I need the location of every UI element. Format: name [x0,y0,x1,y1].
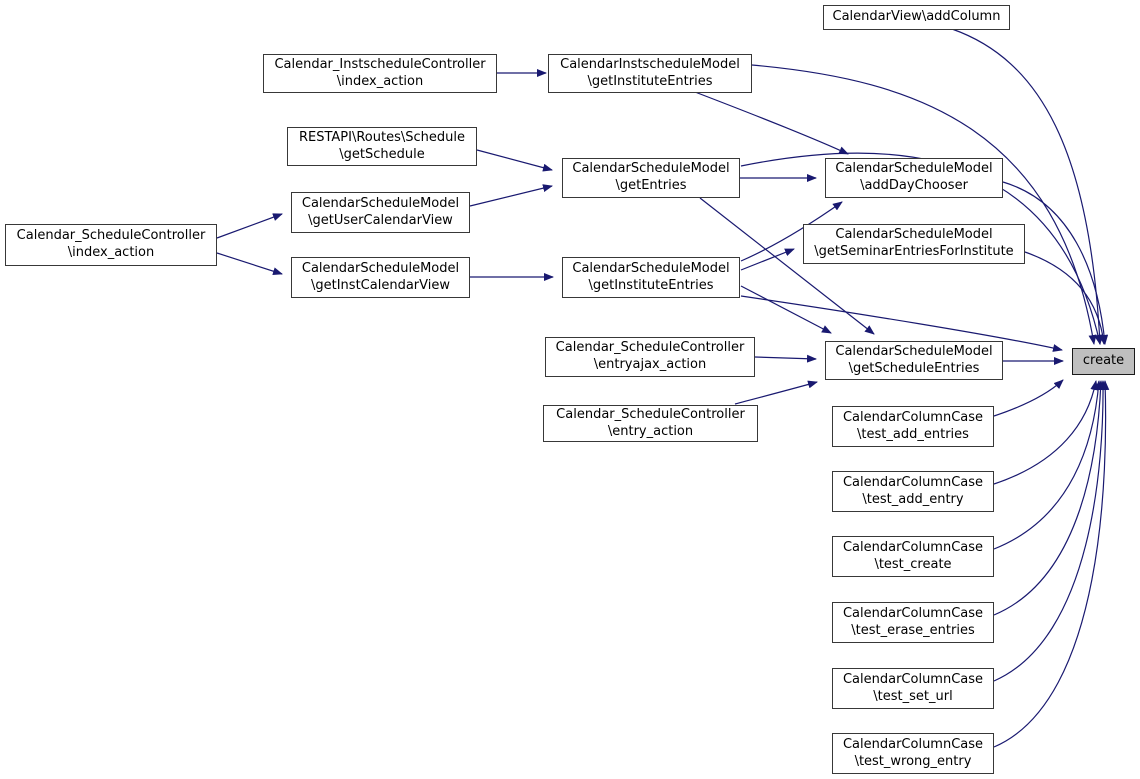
node-label: \test_create [874,556,952,572]
node-label: \getSeminarEntriesForInstitute [814,244,1014,259]
node-label: create [1082,353,1125,369]
node-calendarschedulemodel-getseminarentriesforinstitute[interactable] [803,224,1025,264]
node-label: \index_action [336,73,424,89]
node-calendarcolumncase-test-create[interactable] [832,536,994,577]
node-label: \getEntries [615,178,687,193]
node-label: CalendarScheduleModel [572,260,730,276]
node-label: CalendarScheduleModel [572,161,730,177]
node-label: \test_set_url [873,688,953,704]
node-label: Calendar_ScheduleController [16,228,206,244]
edge-entryajax-to-getschedentries [755,357,816,359]
node-calendarcolumncase-test-add-entry[interactable] [832,471,994,512]
edge-getinstentries-to-getschedentries [741,286,831,333]
node-calendarinstschedulemodel-getinstituteentries[interactable] [548,54,752,93]
node-label: CalendarColumnCase [842,736,984,752]
node-label: \getScheduleEntries [848,360,980,376]
node-calendar-schedulecontroller-entry-action[interactable] [543,405,758,442]
node-label: \getInstituteEntries [588,277,714,293]
node-calendar-schedulecontroller-index-action[interactable] [5,224,217,266]
node-label: \getUserCalendarView [308,212,453,228]
node-calendar-schedulecontroller-entryajax-action[interactable] [545,337,755,377]
edge-testcreate-to-create [994,381,1099,549]
edge-testwrongentry-to-create [994,381,1106,747]
node-label: \index_action [67,245,155,260]
node-restapi-routes-schedule-getschedule[interactable] [287,127,477,166]
edge-testaddentry-to-create [994,381,1096,484]
node-label: CalendarScheduleModel [301,260,460,276]
node-label: \test_add_entries [857,426,969,442]
node-label: Calendar_ScheduleController [556,406,745,422]
node-label: \entry_action [607,423,694,439]
node-label: CalendarScheduleModel [301,195,460,211]
node-label: CalendarView\addColumn [832,9,1001,25]
node-label: CalendarScheduleModel [835,343,993,359]
edge-testeraseentries-to-create [994,381,1101,615]
node-label: CalendarColumnCase [842,474,984,490]
node-label: \getInstituteEntries [587,73,713,89]
node-label: CalendarScheduleModel [835,161,993,177]
edge-inst-model-to-adddaychooser [695,92,848,154]
edge-schedctrl-to-getinstcalview [217,253,282,274]
node-label: CalendarColumnCase [842,671,984,687]
node-calendarcolumncase-test-erase-entries[interactable] [832,602,994,643]
node-label: CalendarColumnCase [842,605,984,621]
node-label: CalendarColumnCase [842,409,984,425]
edge-entryaction-to-getschedentries [735,382,817,404]
edge-testseturl-to-create [994,381,1103,681]
node-calendarschedulemodel-getinstcalendarview[interactable] [291,257,470,298]
node-calendarschedulemodel-getentries[interactable] [562,158,740,198]
node-label: \getInstCalendarView [311,277,450,293]
node-calendarcolumncase-test-set-url[interactable] [832,668,994,709]
node-calendarschedulemodel-getusercalendarview[interactable] [291,192,470,233]
node-label: \getSchedule [339,146,425,162]
node-label: \entryajax_action [593,357,707,372]
node-calendarcolumncase-test-add-entries[interactable] [832,406,994,447]
node-calendarview-addcolumn[interactable] [823,5,1010,30]
node-label: RESTAPI\Routes\Schedule [298,129,465,145]
edge-getusercalview-to-getentries [470,186,552,206]
node-label: Calendar_InstscheduleController [274,56,486,72]
node-label: \test_erase_entries [851,622,975,638]
node-calendar-instschedulecontroller-index-action[interactable] [263,54,497,93]
edge-testaddentries-to-create [994,380,1063,416]
node-calendarschedulemodel-getinstituteentries[interactable] [562,257,740,298]
node-label: \addDayChooser [860,178,968,193]
node-calendarschedulemodel-adddaychooser[interactable] [825,158,1003,198]
edge-getseminar-to-create [1025,252,1104,344]
node-calendarcolumncase-test-wrong-entry[interactable] [832,733,994,774]
node-label: CalendarScheduleModel [835,227,993,243]
node-label: \test_add_entry [862,491,964,507]
node-label: \test_wrong_entry [854,753,972,769]
edge-restapi-to-getentries [477,150,552,170]
node-calendarschedulemodel-getscheduleentries[interactable] [825,341,1003,380]
edge-getinstentries-to-getseminar [741,249,794,270]
node-label: CalendarColumnCase [842,539,984,555]
node-label: Calendar_ScheduleController [555,340,745,356]
node-create[interactable] [1072,348,1135,375]
edge-schedctrl-to-getusercalview [217,214,282,238]
node-label: CalendarInstscheduleModel [560,56,740,72]
edge-inst-model-to-create [752,65,1094,344]
